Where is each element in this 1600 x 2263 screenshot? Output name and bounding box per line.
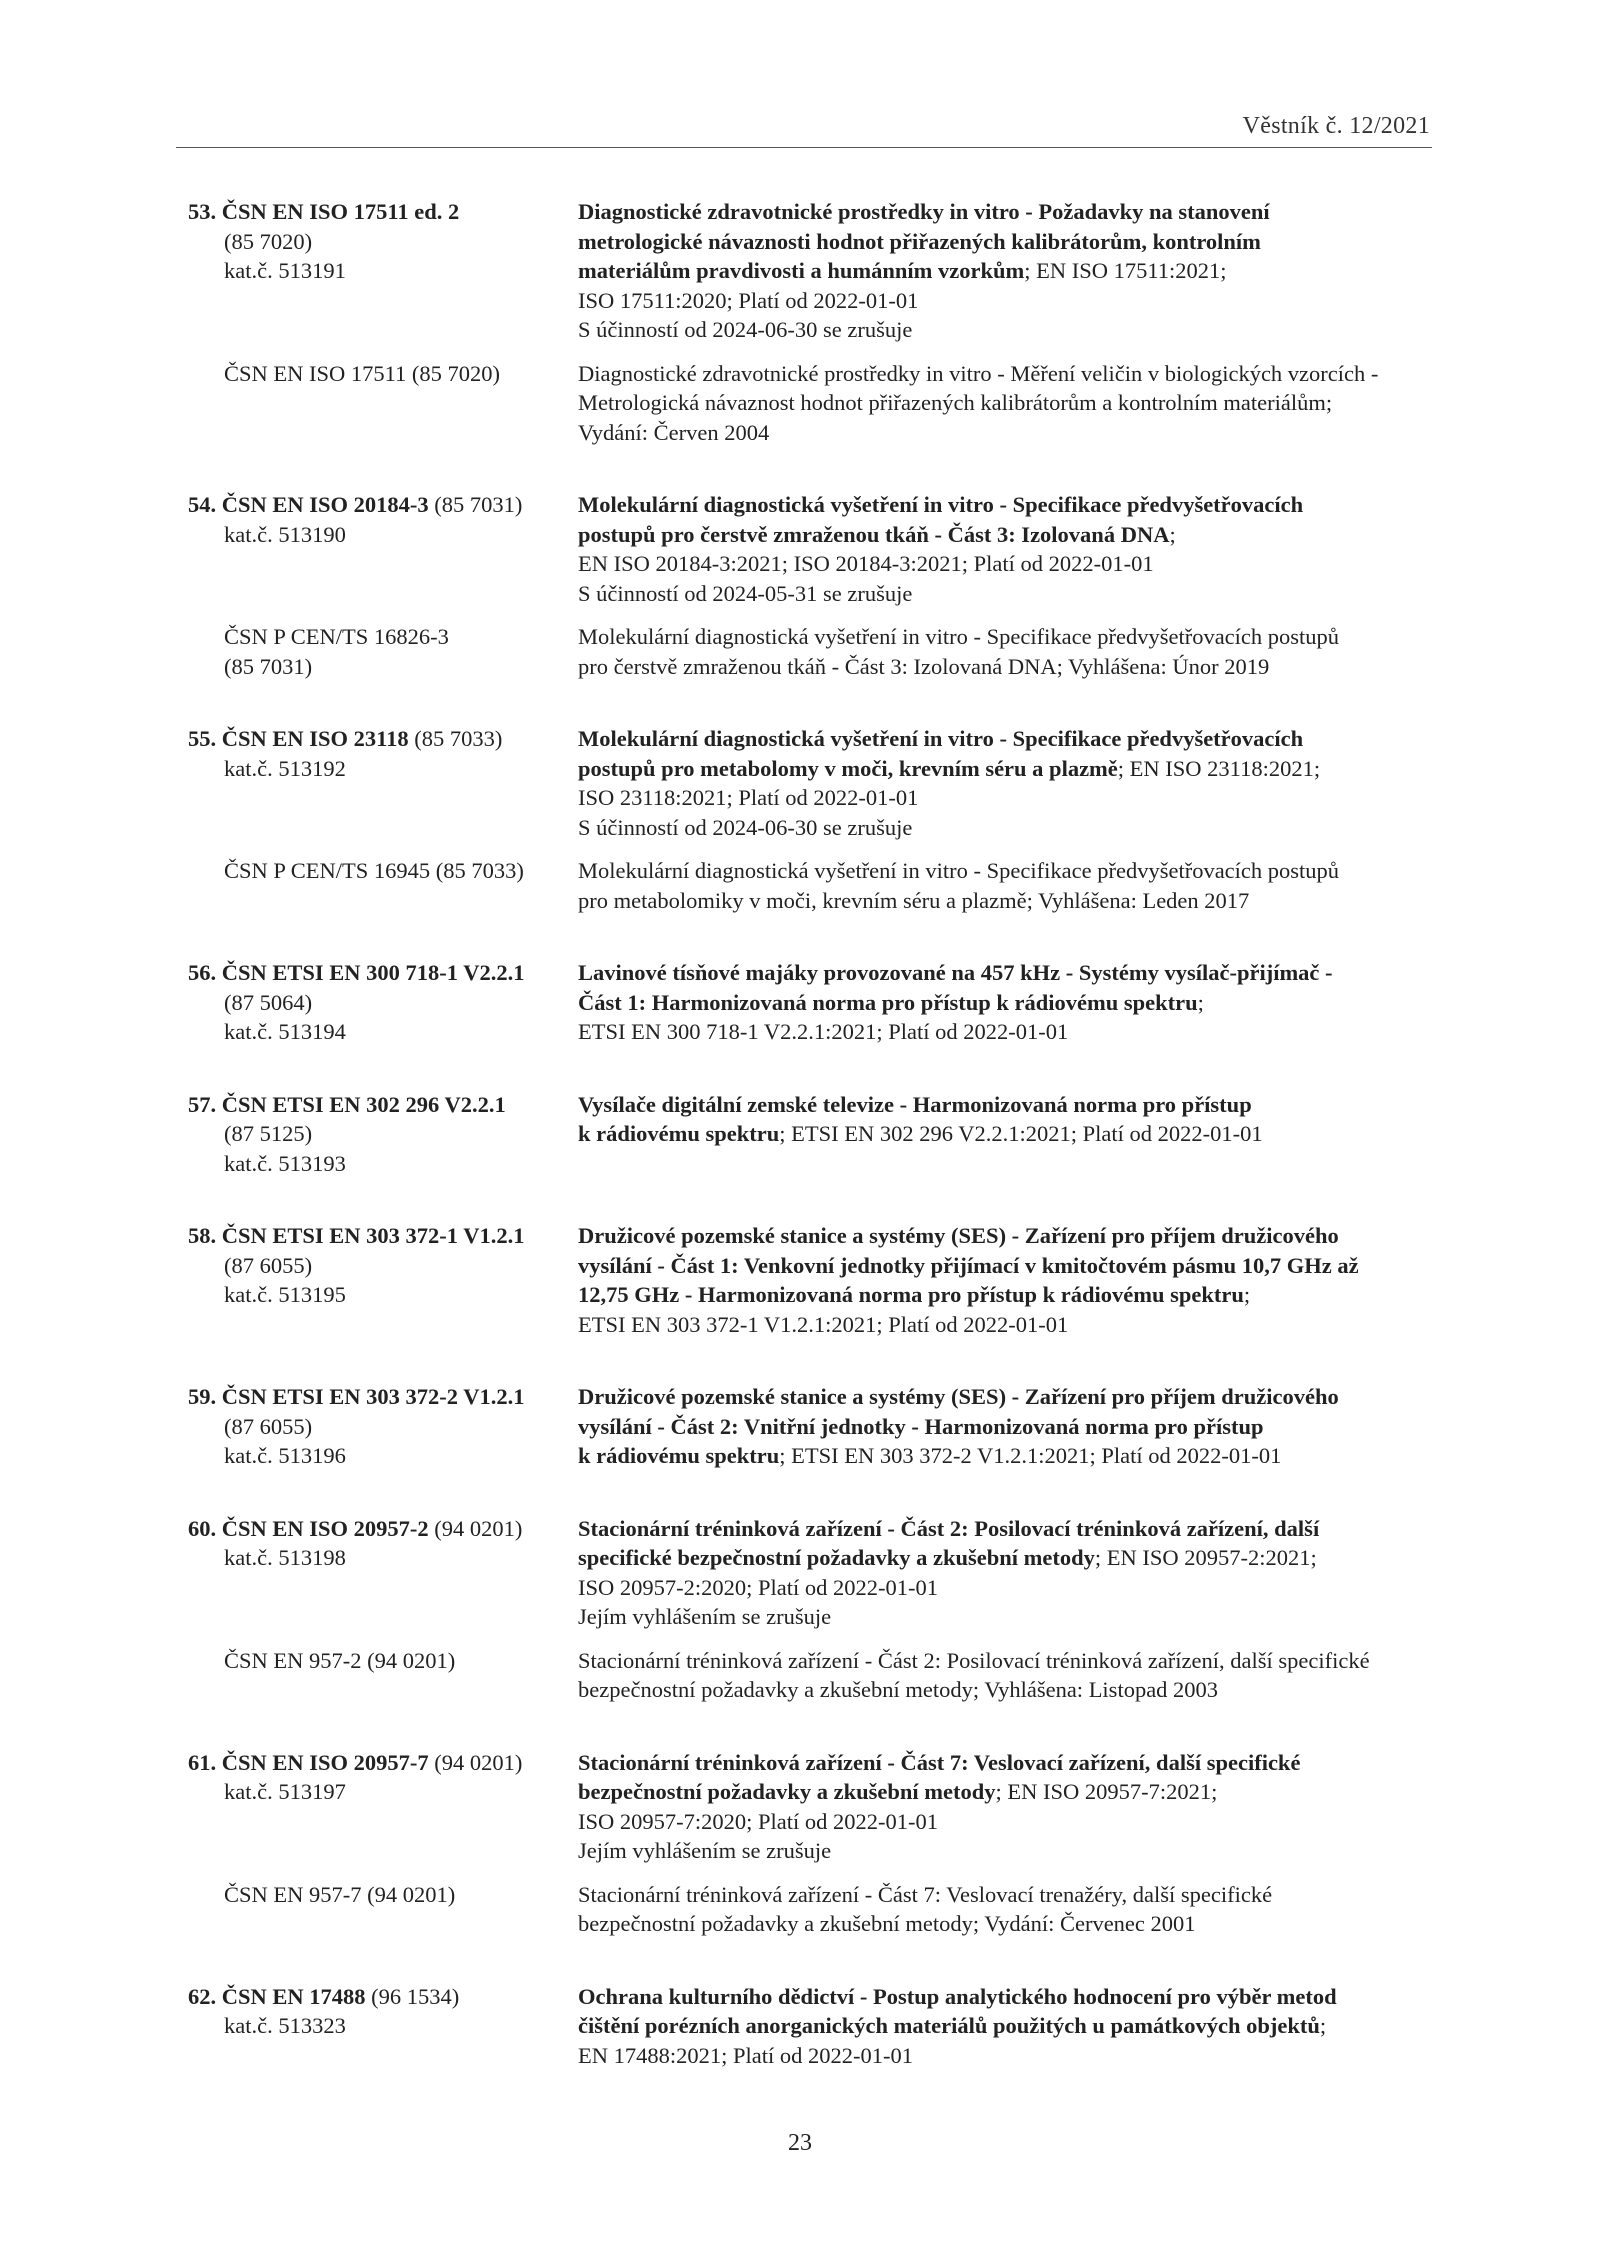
standard-title [578,1221,1436,1339]
text-segment: kat.č. 513194 [224,1019,346,1044]
text-segment: Lavinové tísňové majáky provozované na 457 kHz - Systémy vysílač-přijímač - [578,960,1333,985]
text-line [578,754,1436,784]
text-segment: pro metabolomiky v moči, krevním séru a plazmě; Vyhlášena: Leden 2017 [578,887,1250,913]
text-line [188,1090,578,1120]
text-segment: (85 7031) [224,653,313,679]
standard-title [578,1748,1436,1866]
standard-entry [188,1748,1436,1939]
text-segment: ČSN P CEN/TS 16945 (85 7033) [224,858,524,883]
text-line [188,490,578,520]
standard-designation [188,1221,578,1339]
text-segment: (96 1534) [365,1983,460,2009]
standard-entry [188,1382,1436,1471]
text-line [188,227,578,257]
text-line [188,1119,578,1149]
text-segment: k rádiovému spektru [578,1121,780,1146]
text-segment: kat.č. 513192 [224,755,346,781]
text-segment: Stacionární tréninková zařízení - Část 7: Veslovací trenažéry, další specifické [578,1881,1273,1907]
text-segment: (85 7033) [408,726,503,751]
replaced-title [578,1880,1436,1939]
replaced-designation [188,622,578,681]
text-line [188,197,578,227]
text-line [578,579,1436,609]
text-line [578,1982,1436,2012]
standard-title [578,958,1436,1047]
text-line [188,1251,578,1281]
new-standard-row [188,958,1436,1047]
text-line [188,1017,578,1047]
page-number: 23 [788,2130,812,2156]
text-segment: ; EN ISO 20957-2:2021; [1094,1545,1317,1570]
journal-title: Věstník č. 12/2021 [1242,113,1430,139]
text-segment: (94 0201) [428,1515,523,1541]
text-segment: 59. ČSN ETSI EN 303 372-2 V1.2.1 [188,1384,525,1409]
standard-entry [188,1221,1436,1339]
text-line [578,1602,1436,1632]
text-segment: Molekulární diagnostická vyšetření in vitro - Specifikace předvyšetřovacích [578,492,1304,517]
standard-entry [188,490,1436,681]
standard-designation [188,958,578,1047]
text-segment: 62. ČSN EN 17488 [188,1983,366,2009]
text-line [578,1836,1436,1866]
text-segment: 54. ČSN EN ISO 20184-3 [188,492,429,517]
text-line [188,1221,578,1251]
text-line [578,652,1436,682]
text-segment: kat.č. 513190 [224,521,346,547]
text-segment: EN 17488:2021; Platí od 2022-01-01 [578,2042,913,2068]
text-line [188,2011,578,2041]
text-line [578,2011,1436,2041]
text-segment: ; [1169,521,1176,547]
standard-title [578,724,1436,842]
text-segment: Molekulární diagnostická vyšetření in vitro - Specifikace předvyšetřovacích postupů [578,858,1340,883]
standard-title [578,1982,1436,2071]
text-segment: Ochrana kulturního dědictví - Postup analytického hodnocení pro výběr metod [578,1983,1337,2009]
text-line [578,1090,1436,1120]
text-segment: ISO 20957-2:2020; Platí od 2022-01-01 [578,1574,938,1600]
replaced-title [578,622,1436,681]
text-line [188,1777,578,1807]
standard-entry [188,1090,1436,1179]
text-line [578,418,1436,448]
text-line [188,1382,578,1412]
new-standard-row [188,1382,1436,1471]
text-segment: (87 5064) [224,989,313,1015]
text-line [578,783,1436,813]
new-standard-row [188,1748,1436,1866]
standard-title [578,1514,1436,1632]
replaced-standard-row [188,1646,1436,1705]
text-line [188,622,578,652]
text-segment: specifické bezpečnostní požadavky a zkušební metody [578,1545,1095,1570]
text-line [578,1251,1436,1281]
text-segment: ISO 20957-7:2020; Platí od 2022-01-01 [578,1808,938,1834]
text-segment: 12,75 GHz - Harmonizovaná norma pro přístup k rádiovému spektru [578,1282,1244,1307]
text-segment: kat.č. 513191 [224,258,346,283]
text-segment: EN ISO 20184-3:2021; ISO 20184-3:2021; Platí od 2022-01-01 [578,551,1154,576]
text-line [188,1880,578,1910]
text-segment: S účinností od 2024-06-30 se zrušuje [578,317,913,342]
text-segment: 61. ČSN EN ISO 20957-7 [188,1749,429,1775]
text-segment: 55. ČSN EN ISO 23118 [188,726,409,751]
text-segment: 60. ČSN EN ISO 20957-2 [188,1515,429,1541]
text-line [578,622,1436,652]
text-line [578,1221,1436,1251]
text-segment: čištění porézních anorganických materiálů použitých u památkových objektů [578,2013,1320,2038]
text-line [188,1149,578,1179]
text-segment: Jejím vyhlášením se zrušuje [578,1838,832,1863]
text-line [578,1514,1436,1544]
text-line [188,856,578,886]
standard-entry [188,1514,1436,1705]
standard-entry [188,197,1436,447]
text-segment: kat.č. 513198 [224,1545,346,1570]
text-segment: S účinností od 2024-05-31 se zrušuje [578,580,913,606]
text-line [188,958,578,988]
replaced-standard-row [188,359,1436,448]
standard-title [578,490,1436,608]
text-line [578,520,1436,550]
text-line [578,886,1436,916]
replaced-title [578,359,1436,448]
replaced-standard-row [188,1880,1436,1939]
text-line [578,988,1436,1018]
text-line [578,1280,1436,1310]
text-line [578,359,1436,389]
new-standard-row [188,197,1436,345]
replaced-standard-row [188,856,1436,915]
text-line [188,1982,578,2012]
new-standard-row [188,1982,1436,2071]
text-line [188,652,578,682]
text-line [578,1412,1436,1442]
text-line [578,856,1436,886]
standard-designation [188,490,578,608]
text-line [188,359,578,389]
text-segment: ETSI EN 303 372-1 V1.2.1:2021; Platí od 2022-01-01 [578,1311,1069,1337]
text-segment: materiálům pravdivosti a humánním vzorkům [578,258,1025,283]
text-line [188,754,578,784]
new-standard-row [188,490,1436,608]
replaced-title [578,1646,1436,1705]
text-segment: bezpečnostní požadavky a zkušební metody; Vydání: Červenec 2001 [578,1911,1196,1936]
standard-title [578,197,1436,345]
text-segment: kat.č. 513323 [224,2013,346,2038]
text-segment: ČSN EN 957-7 (94 0201) [224,1881,456,1907]
text-line [188,1514,578,1544]
standard-entry [188,724,1436,915]
text-segment: Družicové pozemské stanice a systémy (SES) - Zařízení pro příjem družicového [578,1223,1339,1248]
text-segment: kat.č. 513196 [224,1443,346,1468]
text-segment: 58. ČSN ETSI EN 303 372-1 V1.2.1 [188,1223,525,1248]
text-line [188,1543,578,1573]
text-line [578,813,1436,843]
text-segment: Část 1: Harmonizovaná norma pro přístup k rádiovému spektru [578,989,1198,1015]
header-divider [176,147,1432,148]
text-segment: S účinností od 2024-06-30 se zrušuje [578,814,913,840]
text-segment: Stacionární tréninková zařízení - Část 7: Veslovací zařízení, další specifické [578,1749,1301,1775]
standard-designation [188,1382,578,1471]
text-line [188,724,578,754]
standards-list [188,197,1436,2113]
text-line [578,388,1436,418]
text-line [578,1543,1436,1573]
new-standard-row [188,1221,1436,1339]
text-line [578,549,1436,579]
text-segment: ; EN ISO 23118:2021; [1117,755,1321,781]
text-segment: Stacionární tréninková zařízení - Část 2: Posilovací tréninková zařízení, další specifické [578,1647,1370,1673]
text-segment: ČSN EN ISO 17511 (85 7020) [224,360,501,386]
text-segment: pro čerstvě zmraženou tkáň - Část 3: Izolovaná DNA; Vyhlášena: Únor 2019 [578,653,1270,679]
text-segment: (85 7031) [428,492,523,517]
text-segment: ČSN P CEN/TS 16826-3 [224,624,449,649]
text-line [188,988,578,1018]
text-segment: metrologické návaznosti hodnot přiřazených kalibrátorům, kontrolním [578,228,1261,254]
text-segment: Družicové pozemské stanice a systémy (SES) - Zařízení pro příjem družicového [578,1384,1339,1409]
text-segment: ; [1319,2013,1327,2038]
text-line [578,227,1436,257]
text-line [188,1441,578,1471]
text-line [578,1017,1436,1047]
text-segment: ; EN ISO 17511:2021; [1024,258,1227,283]
text-segment: Molekulární diagnostická vyšetření in vitro - Specifikace předvyšetřovacích [578,726,1304,751]
text-segment: ; [1243,1282,1251,1307]
text-segment: ETSI EN 300 718-1 V2.2.1:2021; Platí od 2022-01-01 [578,1019,1069,1044]
text-segment: ; ETSI EN 302 296 V2.2.1:2021; Platí od 2022-01-01 [779,1121,1263,1146]
text-segment: Stacionární tréninková zařízení - Část 2: Posilovací tréninková zařízení, další [578,1515,1320,1541]
text-segment: Vysílače digitální zemské televize - Harmonizovaná norma pro přístup [578,1091,1252,1117]
standard-designation [188,724,578,842]
replaced-title [578,856,1436,915]
text-line [578,1382,1436,1412]
text-line [578,490,1436,520]
standard-designation [188,1982,578,2071]
standard-entry [188,958,1436,1047]
text-segment: 56. ČSN ETSI EN 300 718-1 V2.2.1 [188,960,525,985]
text-line [578,1119,1436,1149]
standard-designation [188,1514,578,1632]
text-line [578,1310,1436,1340]
text-segment: ; EN ISO 20957-7:2021; [995,1779,1218,1804]
text-line [188,256,578,286]
text-segment: Diagnostické zdravotnické prostředky in vitro - Měření veličin v biologických vzorcích - [578,360,1379,386]
text-segment: (87 6055) [224,1413,313,1439]
new-standard-row [188,1090,1436,1179]
text-segment: bezpečnostní požadavky a zkušební metody [578,1779,996,1804]
text-segment: bezpečnostní požadavky a zkušební metody; Vyhlášena: Listopad 2003 [578,1677,1219,1702]
text-line [578,197,1436,227]
text-segment: Diagnostické zdravotnické prostředky in vitro - Požadavky na stanovení [578,199,1270,224]
text-segment: (87 5125) [224,1121,313,1146]
text-segment: kat.č. 513197 [224,1779,346,1804]
text-line [578,1909,1436,1939]
text-segment: Molekulární diagnostická vyšetření in vitro - Specifikace předvyšetřovacích postupů [578,624,1340,649]
text-segment: (85 7020) [224,228,313,254]
text-line [578,1777,1436,1807]
standard-title [578,1382,1436,1471]
text-segment: Vydání: Červen 2004 [578,419,770,445]
standard-designation [188,1748,578,1866]
new-standard-row [188,724,1436,842]
text-segment: Jejím vyhlášením se zrušuje [578,1604,832,1629]
text-line [578,958,1436,988]
text-line [578,1807,1436,1837]
standard-title [578,1090,1436,1179]
text-segment: (87 6055) [224,1252,313,1278]
text-line [578,1573,1436,1603]
text-line [578,286,1436,316]
standard-designation [188,1090,578,1179]
text-line [578,256,1436,286]
text-segment: (94 0201) [428,1749,523,1775]
text-segment: kat.č. 513193 [224,1150,346,1176]
text-line [578,315,1436,345]
text-segment: 53. ČSN EN ISO 17511 ed. 2 [188,199,460,224]
text-segment: ; ETSI EN 303 372-2 V1.2.1:2021; Platí od 2022-01-01 [779,1443,1282,1468]
text-line [188,1748,578,1778]
text-segment: postupů pro metabolomy v moči, krevním séru a plazmě [578,755,1118,781]
text-segment: 57. ČSN ETSI EN 302 296 V2.2.1 [188,1091,506,1117]
replaced-designation [188,856,578,915]
text-segment: ISO 17511:2020; Platí od 2022-01-01 [578,287,919,313]
replaced-standard-row [188,622,1436,681]
standard-entry [188,1982,1436,2071]
text-segment: ČSN EN 957-2 (94 0201) [224,1647,456,1673]
text-line [578,1748,1436,1778]
replaced-designation [188,359,578,448]
text-segment: k rádiovému spektru [578,1443,780,1468]
text-segment: vysílání - Část 1: Venkovní jednotky přijímací v kmitočtovém pásmu 10,7 GHz až [578,1252,1359,1278]
replaced-designation [188,1646,578,1705]
text-line [188,1412,578,1442]
text-line [188,520,578,550]
new-standard-row [188,1514,1436,1632]
text-line [578,1880,1436,1910]
text-line [578,1441,1436,1471]
text-line [188,1280,578,1310]
standard-designation [188,197,578,345]
text-line [578,724,1436,754]
text-segment: postupů pro čerstvě zmraženou tkáň - Část 3: Izolovaná DNA [578,521,1170,547]
text-segment: ISO 23118:2021; Platí od 2022-01-01 [578,785,919,810]
text-line [188,1646,578,1676]
text-segment: ; [1197,989,1204,1015]
replaced-designation [188,1880,578,1939]
text-segment: kat.č. 513195 [224,1282,346,1307]
text-line [578,2041,1436,2071]
text-segment: Metrologická návaznost hodnot přiřazených kalibrátorům a kontrolním materiálům; [578,390,1333,415]
text-line [578,1646,1436,1676]
text-segment: vysílání - Část 2: Vnitřní jednotky - Harmonizovaná norma pro přístup [578,1413,1264,1439]
text-line [578,1675,1436,1705]
